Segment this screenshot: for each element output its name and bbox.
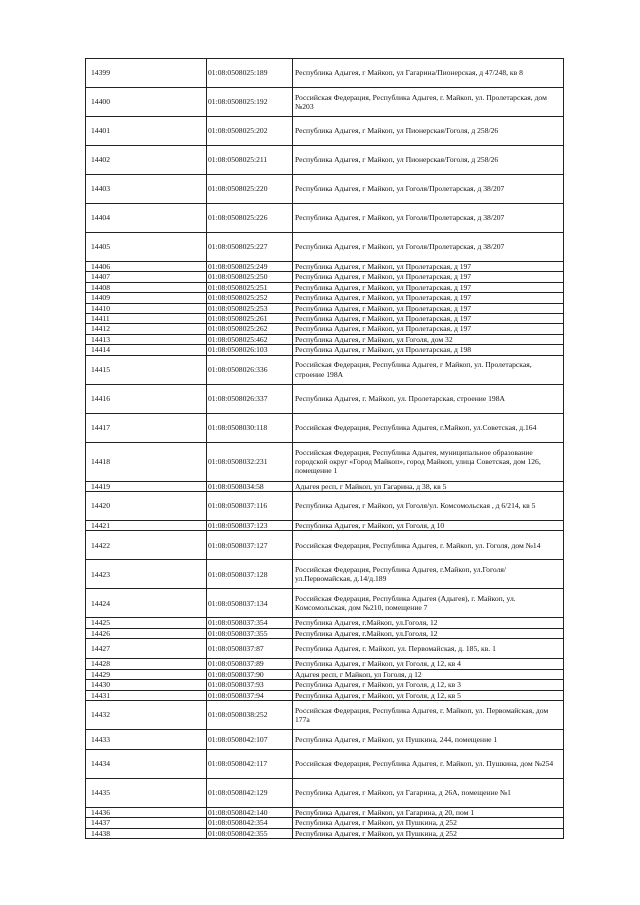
row-number-cell: 14430	[86, 680, 207, 690]
cadastral-number-cell: 01:08:0508038:252	[207, 700, 293, 729]
table-row	[86, 262, 564, 272]
cadastral-number-cell: 01:08:0508037:354	[207, 618, 293, 628]
address-cell: Российская Федерация, Республика Адыгея, г Майкоп, ул. Пролетарская, строение 198А	[293, 355, 564, 384]
row-number-cell: 14399	[86, 59, 207, 88]
address-cell: Адыгея респ, г Майкоп, ул Гагарина, д 38, кв 5	[293, 481, 564, 491]
cadastral-number-cell: 01:08:0508042:355	[207, 828, 293, 838]
address-cell: Республика Адыгея, г Майкоп, ул Пионерская/Гоголя, д 258/26	[293, 146, 564, 175]
cadastral-number-cell: 01:08:0508025:262	[207, 324, 293, 334]
table-row	[86, 293, 564, 303]
table-row	[86, 521, 564, 531]
address-cell: Республика Адыгея, г.Майкоп, ул.Гоголя, 12	[293, 618, 564, 628]
address-cell: Республика Адыгея, г.Майкоп, ул.Гоголя, 12	[293, 628, 564, 638]
row-number-cell: 14411	[86, 314, 207, 324]
row-number-cell: 14417	[86, 413, 207, 442]
cadastral-number-cell: 01:08:0508025:252	[207, 293, 293, 303]
cadastral-number-cell: 01:08:0508025:211	[207, 146, 293, 175]
address-cell: Российская Федерация, Республика Адыгея, муниципальное образование городской округ «Город Майкоп», город Майкоп, улица Советская, дом 126, помещение 1	[293, 442, 564, 481]
address-cell: Адыгея респ, г Майкоп, ул Гоголя, д 12	[293, 669, 564, 679]
address-cell: Российская Федерация, Республика Адыгея, г. Майкоп, ул. Гоголя, дом №14	[293, 531, 564, 560]
row-number-cell: 14410	[86, 303, 207, 313]
table-row	[86, 233, 564, 262]
address-cell: Республика Адыгея, г Майкоп, ул Пролетарская, д 197	[293, 262, 564, 272]
cadastral-number-cell: 01:08:0508025:192	[207, 88, 293, 117]
row-number-cell: 14404	[86, 204, 207, 233]
table-row	[86, 59, 564, 88]
address-cell: Республика Адыгея, г Майкоп, ул Гоголя, д 10	[293, 521, 564, 531]
address-cell: Российская Федерация, Республика Адыгея, г.Майкоп, ул.Советская, д.164	[293, 413, 564, 442]
table-row	[86, 117, 564, 146]
row-number-cell: 14403	[86, 175, 207, 204]
address-cell: Республика Адыгея, г Майкоп, ул Гоголя, дом 32	[293, 334, 564, 344]
row-number-cell: 14407	[86, 272, 207, 282]
address-cell: Республика Адыгея, г Майкоп, ул Гагарина, д 20, пом 1	[293, 807, 564, 817]
table-row	[86, 314, 564, 324]
row-number-cell: 14433	[86, 729, 207, 749]
row-number-cell: 14415	[86, 355, 207, 384]
cadastral-number-cell: 01:08:0508025:220	[207, 175, 293, 204]
cadastral-number-cell: 01:08:0508042:107	[207, 729, 293, 749]
cadastral-number-cell: 01:08:0508037:89	[207, 659, 293, 669]
cadastral-number-cell: 01:08:0508037:127	[207, 531, 293, 560]
cadastral-number-cell: 01:08:0508026:336	[207, 355, 293, 384]
row-number-cell: 14418	[86, 442, 207, 481]
row-number-cell: 14401	[86, 117, 207, 146]
row-number-cell: 14438	[86, 828, 207, 838]
table-row	[86, 204, 564, 233]
table-row	[86, 282, 564, 292]
table-row	[86, 560, 564, 589]
table-row	[86, 531, 564, 560]
cadastral-number-cell: 01:08:0508026:103	[207, 345, 293, 355]
table-row	[86, 384, 564, 413]
address-cell: Республика Адыгея, г Майкоп, ул Пионерская/Гоголя, д 258/26	[293, 117, 564, 146]
address-cell: Республика Адыгея, г Майкоп, ул Пролетарская, д 197	[293, 293, 564, 303]
cadastral-number-cell: 01:08:0508037:93	[207, 680, 293, 690]
cadastral-number-cell: 01:08:0508026:337	[207, 384, 293, 413]
address-cell: Республика Адыгея, г Майкоп, ул Пролетарская, д 198	[293, 345, 564, 355]
row-number-cell: 14434	[86, 749, 207, 778]
row-number-cell: 14431	[86, 690, 207, 700]
address-cell: Республика Адыгея, г Майкоп, ул Гоголя/Пролетарская, д 38/207	[293, 233, 564, 262]
address-cell: Республика Адыгея, г. Майкоп, ул. Первомайская, д. 185, кв. 1	[293, 639, 564, 659]
cadastral-number-cell: 01:08:0508042:129	[207, 778, 293, 807]
address-cell: Республика Адыгея, г. Майкоп, ул. Пролетарская, строение 198А	[293, 384, 564, 413]
cadastral-number-cell: 01:08:0508037:355	[207, 628, 293, 638]
table-row	[86, 146, 564, 175]
table-row	[86, 324, 564, 334]
table-row	[86, 749, 564, 778]
row-number-cell: 14427	[86, 639, 207, 659]
address-cell: Республика Адыгея, г Майкоп, ул Пролетарская, д 197	[293, 314, 564, 324]
row-number-cell: 14406	[86, 262, 207, 272]
table-row	[86, 680, 564, 690]
cadastral-number-cell: 01:08:0508042:354	[207, 818, 293, 828]
address-cell: Республика Адыгея, г Майкоп, ул Пушкина, 244, помещение 1	[293, 729, 564, 749]
row-number-cell: 14423	[86, 560, 207, 589]
table-row	[86, 669, 564, 679]
table-row	[86, 659, 564, 669]
address-cell: Республика Адыгея, г Майкоп, ул Пролетарская, д 197	[293, 324, 564, 334]
cadastral-number-cell: 01:08:0508037:128	[207, 560, 293, 589]
address-cell: Республика Адыгея, г Майкоп, ул Пушкина, д 252	[293, 818, 564, 828]
row-number-cell: 14414	[86, 345, 207, 355]
row-number-cell: 14402	[86, 146, 207, 175]
address-cell: Российская Федерация, Республика Адыгея, г.Майкоп, ул.Гоголя/ул.Первомайская, д.14/д.189	[293, 560, 564, 589]
address-cell: Республика Адыгея, г Майкоп, ул Гоголя/Пролетарская, д 38/207	[293, 175, 564, 204]
table-row	[86, 778, 564, 807]
table-row	[86, 272, 564, 282]
table-row	[86, 700, 564, 729]
cadastral-number-cell: 01:08:0508034:58	[207, 481, 293, 491]
row-number-cell: 14425	[86, 618, 207, 628]
cadastral-number-cell: 01:08:0508025:227	[207, 233, 293, 262]
row-number-cell: 14409	[86, 293, 207, 303]
row-number-cell: 14400	[86, 88, 207, 117]
cadastral-number-cell: 01:08:0508025:202	[207, 117, 293, 146]
row-number-cell: 14412	[86, 324, 207, 334]
row-number-cell: 14408	[86, 282, 207, 292]
registry-table-body	[86, 59, 564, 839]
cadastral-number-cell: 01:08:0508025:250	[207, 272, 293, 282]
cadastral-number-cell: 01:08:0508030:118	[207, 413, 293, 442]
table-row	[86, 442, 564, 481]
cadastral-number-cell: 01:08:0508025:249	[207, 262, 293, 272]
table-row	[86, 807, 564, 817]
address-cell: Республика Адыгея, г Майкоп, ул Пушкина, д 252	[293, 828, 564, 838]
table-row	[86, 492, 564, 521]
address-cell: Республика Адыгея, г Майкоп, ул Пролетарская, д 197	[293, 272, 564, 282]
address-cell: Республика Адыгея, г Майкоп, ул Гагарина, д 26А, помещение №1	[293, 778, 564, 807]
cadastral-number-cell: 01:08:0508042:140	[207, 807, 293, 817]
cadastral-number-cell: 01:08:0508037:116	[207, 492, 293, 521]
registry-table	[85, 58, 564, 839]
table-row	[86, 729, 564, 749]
cadastral-number-cell: 01:08:0508032:231	[207, 442, 293, 481]
row-number-cell: 14424	[86, 589, 207, 618]
address-cell: Российская Федерация, Республика Адыгея, г. Майкоп, ул. Первомайская, дом 177а	[293, 700, 564, 729]
table-row	[86, 690, 564, 700]
table-row	[86, 628, 564, 638]
cadastral-number-cell: 01:08:0508025:251	[207, 282, 293, 292]
address-cell: Республика Адыгея, г Майкоп, ул Пролетарская, д 197	[293, 282, 564, 292]
table-row	[86, 828, 564, 838]
table-row	[86, 88, 564, 117]
row-number-cell: 14413	[86, 334, 207, 344]
address-cell: Российская Федерация, Республика Адыгея, г. Майкоп, ул. Пушкина, дом №254	[293, 749, 564, 778]
address-cell: Республика Адыгея, г Майкоп, ул Гоголя, д 12, кв 3	[293, 680, 564, 690]
cadastral-number-cell: 01:08:0508037:123	[207, 521, 293, 531]
row-number-cell: 14420	[86, 492, 207, 521]
address-cell: Российская Федерация, Республика Адыгея (Адыгея), г. Майкоп, ул. Комсомольская, дом №210, помещение 7	[293, 589, 564, 618]
address-cell: Республика Адыгея, г Майкоп, ул Гоголя/Пролетарская, д 38/207	[293, 204, 564, 233]
table-row	[86, 589, 564, 618]
table-row	[86, 618, 564, 628]
table-row	[86, 355, 564, 384]
row-number-cell: 14416	[86, 384, 207, 413]
row-number-cell: 14426	[86, 628, 207, 638]
table-row	[86, 334, 564, 344]
table-row	[86, 481, 564, 491]
cadastral-number-cell: 01:08:0508037:94	[207, 690, 293, 700]
table-row	[86, 818, 564, 828]
cadastral-number-cell: 01:08:0508037:87	[207, 639, 293, 659]
table-row	[86, 175, 564, 204]
row-number-cell: 14421	[86, 521, 207, 531]
address-cell: Республика Адыгея, г Майкоп, ул Гоголя/ул. Комсомольская , д 6/214, кв 5	[293, 492, 564, 521]
table-row	[86, 303, 564, 313]
address-cell: Республика Адыгея, г Майкоп, ул Гоголя, д 12, кв 4	[293, 659, 564, 669]
address-cell: Российская Федерация, Республика Адыгея, г. Майкоп, ул. Пролетарская, дом №203	[293, 88, 564, 117]
row-number-cell: 14405	[86, 233, 207, 262]
cadastral-number-cell: 01:08:0508025:189	[207, 59, 293, 88]
row-number-cell: 14422	[86, 531, 207, 560]
row-number-cell: 14437	[86, 818, 207, 828]
address-cell: Республика Адыгея, г Майкоп, ул Гоголя, д 12, кв 5	[293, 690, 564, 700]
table-row	[86, 345, 564, 355]
table-row	[86, 413, 564, 442]
row-number-cell: 14419	[86, 481, 207, 491]
cadastral-number-cell: 01:08:0508025:226	[207, 204, 293, 233]
row-number-cell: 14432	[86, 700, 207, 729]
row-number-cell: 14429	[86, 669, 207, 679]
row-number-cell: 14435	[86, 778, 207, 807]
cadastral-number-cell: 01:08:0508037:134	[207, 589, 293, 618]
address-cell: Республика Адыгея, г Майкоп, ул Пролетарская, д 197	[293, 303, 564, 313]
cadastral-number-cell: 01:08:0508025:462	[207, 334, 293, 344]
cadastral-number-cell: 01:08:0508042:117	[207, 749, 293, 778]
row-number-cell: 14436	[86, 807, 207, 817]
table-row	[86, 639, 564, 659]
cadastral-number-cell: 01:08:0508037:90	[207, 669, 293, 679]
address-cell: Республика Адыгея, г Майкоп, ул Гагарина/Пионерская, д 47/248, кв 8	[293, 59, 564, 88]
cadastral-number-cell: 01:08:0508025:253	[207, 303, 293, 313]
row-number-cell: 14428	[86, 659, 207, 669]
cadastral-number-cell: 01:08:0508025:261	[207, 314, 293, 324]
